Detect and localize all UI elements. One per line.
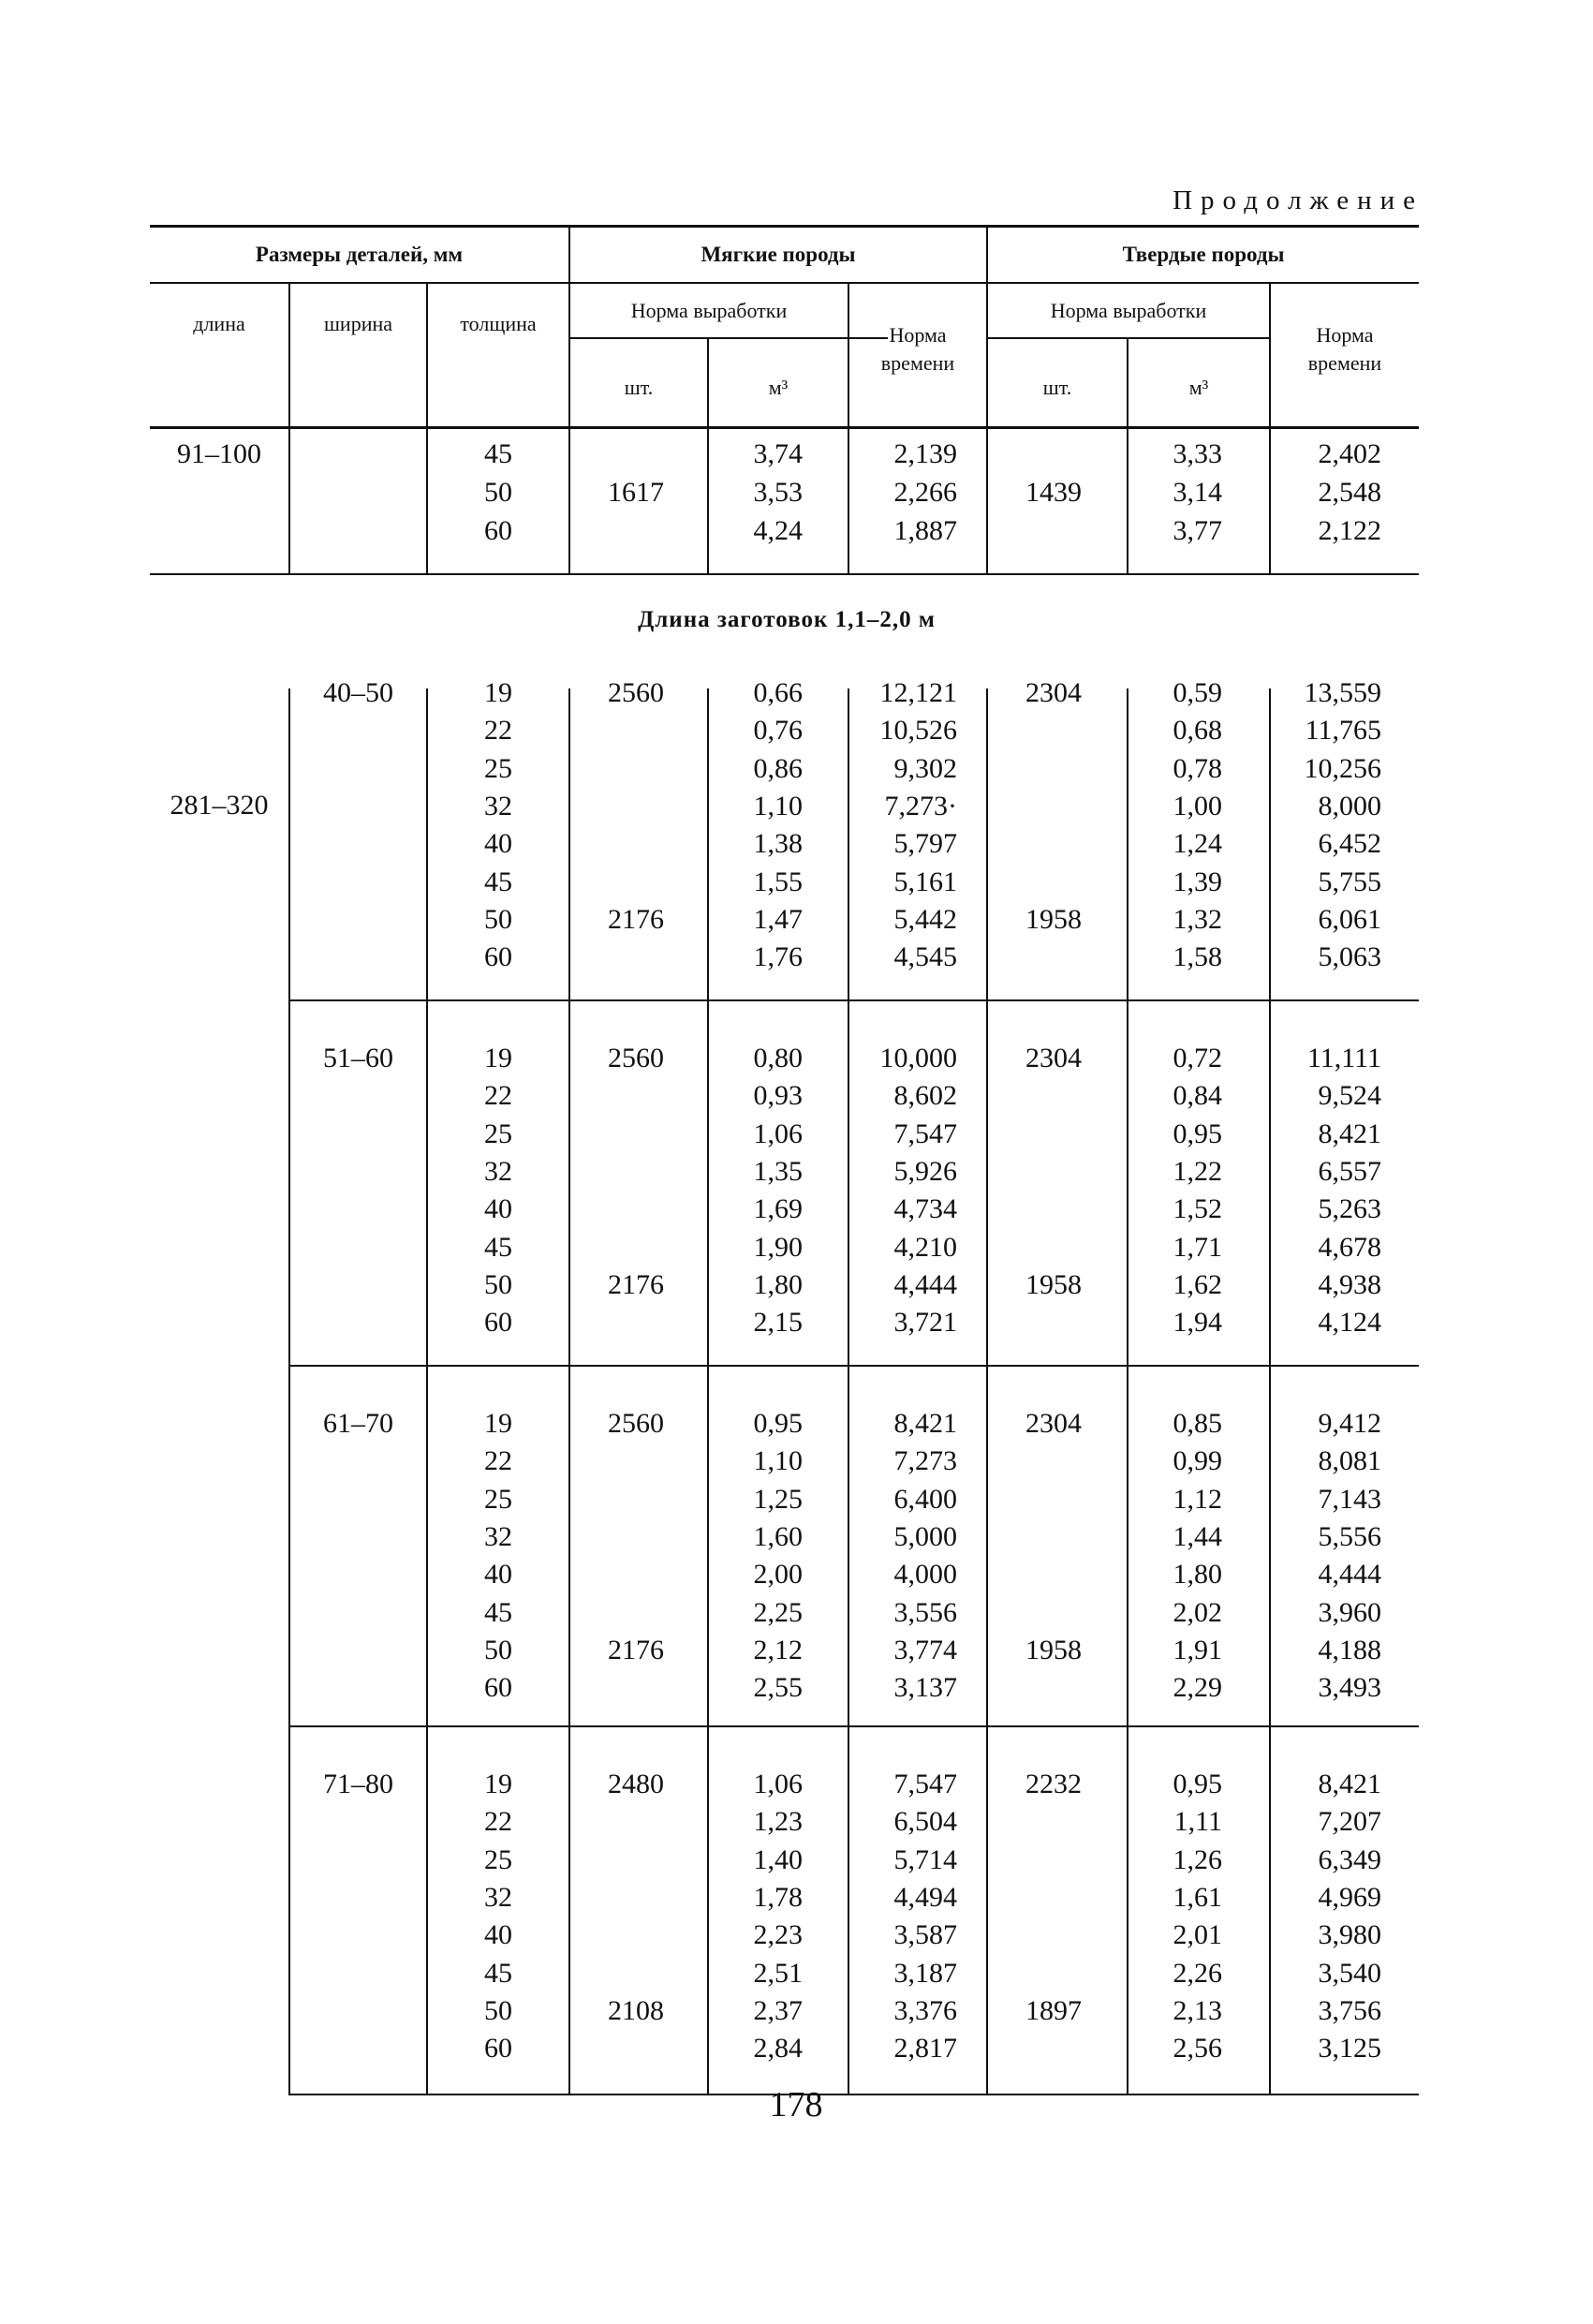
table-cell-ht: 3,493 [1318,1672,1381,1704]
table-cell-t: 50 [484,903,512,935]
table-cell-hm: 0,59 [1173,677,1222,708]
table-cell-hm: 3,77 [1173,515,1222,546]
header-soft-time-1: Норма [889,323,947,347]
table-cell-sm: 0,76 [753,715,803,747]
table-cell-hm: 2,26 [1173,1957,1222,1989]
table-cell-t: 25 [484,1118,512,1149]
table-cell-t: 60 [484,515,512,546]
table-cell-hm: 1,61 [1173,1881,1222,1913]
table-cell-st: 3,376 [893,1994,957,2026]
header-width: ширина [323,312,393,335]
table-cell-sm: 1,76 [753,941,803,973]
table-cell-hm: 1,91 [1173,1634,1222,1665]
table-cell-hm: 1,44 [1173,1520,1222,1552]
section-title: Длина заготовок 1,1–2,0 м [638,607,936,632]
table-cell-hm: 1,52 [1173,1193,1222,1225]
table-cell-sm: 0,93 [753,1080,803,1112]
table-cell-t: 25 [484,1483,512,1515]
table-cell-hm: 1,24 [1173,828,1222,860]
table-cell-hm: 1,26 [1173,1843,1222,1875]
table-cell-hm: 1,11 [1173,1806,1222,1838]
header-soft: Мягкие породы [701,243,856,266]
table-cell-sm: 1,80 [753,1268,803,1300]
table-cell-t: 19 [484,677,512,708]
table-cell-ht: 11,765 [1305,715,1381,747]
table-cell-sm: 2,12 [753,1634,803,1665]
table-cell-sp: 2176 [608,1634,664,1665]
table-cell-ht: 8,421 [1318,1769,1381,1799]
header-mid-rule [150,282,1419,284]
width-cell: 71–80 [323,1769,393,1799]
table-cell-st: 6,400 [893,1483,957,1515]
table-cell-hm: 0,99 [1173,1445,1222,1477]
table-cell-st: 7,547 [893,1118,957,1149]
table-cell-ht: 11,111 [1306,1043,1381,1073]
table-cell-hp: 1439 [1025,477,1082,508]
table-cell-sm: 3,74 [753,438,803,469]
table-cell-sm: 1,25 [753,1483,803,1515]
width-cell: 40–50 [323,677,393,708]
table-cell-sm: 2,55 [753,1672,803,1704]
table-cell-hm: 0,68 [1173,715,1222,747]
header-hard-sub-rule [988,337,1269,339]
table-cell-st: 8,421 [893,1408,957,1439]
table-cell-ht: 6,061 [1318,903,1381,935]
table-cell-hm: 0,72 [1173,1043,1222,1073]
table-cell-ht: 8,421 [1318,1118,1381,1149]
table-cell-sm: 1,90 [753,1231,803,1263]
table-cell-hm: 1,39 [1173,866,1222,897]
table-cell-st: 4,444 [893,1268,957,1300]
table-cell-t: 45 [484,1596,512,1628]
table-cell-sm: 1,06 [753,1769,803,1799]
table-cell-t: 19 [484,1769,512,1799]
table-cell-hm: 1,71 [1173,1231,1222,1263]
header-soft-m3: м³ [768,376,789,399]
table-cell-st: 4,494 [893,1881,957,1913]
header-sizes: Размеры деталей, мм [255,243,464,266]
table-cell-ht: 5,755 [1318,866,1381,897]
table-cell-hm: 0,84 [1173,1080,1222,1112]
table-cell-st: 8,602 [893,1080,957,1112]
table-cell-sm: 1,47 [753,903,803,935]
table-cell-t: 22 [484,715,512,747]
header-hard-output: Норма выработки [1050,299,1207,322]
table-cell-t: 19 [484,1043,512,1073]
header-soft-sub-rule [569,337,888,339]
table-cell-sm: 0,80 [753,1043,803,1073]
table-cell-sm: 2,23 [753,1919,803,1951]
table-cell-hp: 1958 [1025,1268,1082,1300]
header-soft-time-2: времени [880,351,955,375]
table-cell-t: 19 [484,1408,512,1439]
table-cell-t: 25 [484,752,512,784]
header-soft-pcs: шт. [624,376,654,399]
group-bottom-rule [288,999,1419,1001]
table-cell-sm: 1,23 [753,1806,803,1838]
table-cell-t: 32 [484,1881,512,1913]
table-cell-sp: 2560 [608,1408,664,1439]
table-cell-st: 2,139 [893,438,957,469]
continuation-label: Продолжение [1173,185,1423,215]
table-cell-st: 12,121 [879,677,957,708]
table-cell-ht: 7,207 [1318,1806,1381,1838]
table-cell-t: 60 [484,2033,512,2065]
table-cell-ht: 6,349 [1318,1843,1381,1875]
group-bottom-rule [288,1725,1419,1727]
table-cell-hp: 2232 [1025,1769,1082,1799]
table-cell-t: 45 [484,438,512,469]
table-cell-hp: 2304 [1025,677,1082,708]
header-length: длина [193,312,245,335]
table-cell-hm: 0,95 [1173,1769,1222,1799]
table-cell-ht: 4,938 [1318,1268,1381,1300]
table-cell-ht: 2,548 [1318,477,1381,508]
table-cell-st: 7,547 [893,1769,957,1799]
table-cell-t: 25 [484,1843,512,1875]
table-cell-ht: 4,124 [1318,1307,1381,1339]
width-cell: 51–60 [323,1043,393,1073]
table-cell-hm: 2,13 [1173,1994,1222,2026]
table-cell-sp: 2560 [608,1043,664,1073]
table-cell-ht: 6,452 [1318,828,1381,860]
table-cell-sm: 1,10 [753,1445,803,1477]
header-vline [426,282,428,428]
length-cell: 91–100 [177,438,261,469]
table-cell-t: 22 [484,1806,512,1838]
table-cell-sm: 0,95 [753,1408,803,1439]
header-top-rule [150,225,1419,228]
header-bottom-rule [150,426,1419,429]
table-cell-st: 7,273 [893,1445,957,1477]
header-hard-pcs: шт. [1042,376,1072,399]
table-cell-hm: 1,22 [1173,1155,1222,1187]
table-cell-sm: 0,66 [753,677,803,708]
table-cell-ht: 13,559 [1304,677,1381,708]
table-cell-t: 40 [484,1559,512,1591]
table-cell-sm: 2,00 [753,1559,803,1591]
table-cell-hm: 1,62 [1173,1268,1222,1300]
table-cell-t: 50 [484,1634,512,1665]
table-cell-st: 3,774 [893,1634,957,1665]
table-cell-st: 5,161 [893,866,957,897]
table-cell-sm: 4,24 [753,515,803,546]
header-hard-time-2: времени [1307,351,1382,375]
table-cell-sp: 1617 [608,477,664,508]
table-cell-st: 1,887 [893,515,957,546]
table-cell-st: 5,926 [893,1155,957,1187]
header-thickness: толщина [460,312,537,335]
table-cell-hm: 0,85 [1173,1408,1222,1439]
table-cell-ht: 4,969 [1318,1881,1381,1913]
group-bottom-rule [288,1365,1419,1367]
table-cell-hm: 2,02 [1173,1596,1222,1628]
table-cell-t: 60 [484,1672,512,1704]
table-cell-sm: 1,35 [753,1155,803,1187]
table-cell-ht: 2,122 [1318,515,1381,546]
table-cell-sp: 2480 [608,1769,664,1799]
table-cell-hm: 1,94 [1173,1307,1222,1339]
table-cell-st: 3,187 [893,1957,957,1989]
table-cell-ht: 10,256 [1304,752,1381,784]
table-cell-ht: 3,756 [1318,1994,1381,2026]
table-cell-t: 45 [484,1957,512,1989]
table-cell-sm: 2,25 [753,1596,803,1628]
table-cell-ht: 2,402 [1318,438,1381,469]
table-cell-st: 3,721 [893,1307,957,1339]
table-cell-ht: 3,540 [1318,1957,1381,1989]
table-cell-t: 32 [484,1155,512,1187]
table-cell-ht: 5,556 [1318,1520,1381,1552]
table-cell-st: 6,504 [893,1806,957,1838]
table-cell-t: 50 [484,477,512,508]
width-cell: 61–70 [323,1408,393,1439]
table-cell-st: 4,000 [893,1559,957,1591]
table-cell-ht: 3,125 [1318,2033,1381,2065]
table-cell-st: 5,797 [893,828,957,860]
table-cell-hp: 1958 [1025,903,1082,935]
header-hard: Твердые породы [1122,243,1285,266]
header-hard-m3: м³ [1188,376,1209,399]
table-cell-ht: 8,081 [1318,1445,1381,1477]
table-cell-sm: 3,53 [753,477,803,508]
table-cell-sm: 1,10 [753,790,803,822]
table-cell-ht: 5,063 [1318,941,1381,973]
table-cell-t: 50 [484,1268,512,1300]
table-cell-ht: 7,143 [1318,1483,1381,1515]
table-cell-sp: 2176 [608,1268,664,1300]
table-cell-sm: 2,51 [753,1957,803,1989]
table-cell-sm: 2,84 [753,2033,803,2065]
table-cell-hm: 0,78 [1173,752,1222,784]
table-cell-sm: 1,69 [753,1193,803,1225]
table-cell-hm: 2,56 [1173,2033,1222,2065]
table-cell-st: 2,817 [893,2033,957,2065]
table-cell-st: 10,000 [879,1043,957,1073]
table-cell-st: 9,302 [893,752,957,784]
table-cell-t: 40 [484,828,512,860]
table-cell-sm: 1,55 [753,866,803,897]
table-cell-ht: 8,000 [1318,790,1381,822]
table-cell-sm: 1,40 [753,1843,803,1875]
header-vline [288,282,290,428]
table-cell-sm: 2,37 [753,1994,803,2026]
table-cell-ht: 6,557 [1318,1155,1381,1187]
table-cell-st: 5,442 [893,903,957,935]
table-cell-sp: 2176 [608,903,664,935]
page-number: 178 [769,2085,823,2124]
table-cell-sm: 1,06 [753,1118,803,1149]
table-cell-st: 3,587 [893,1919,957,1951]
table-cell-ht: 9,412 [1318,1408,1381,1439]
table-cell-sm: 1,78 [753,1881,803,1913]
table-cell-hp: 2304 [1025,1408,1082,1439]
table-cell-ht: 5,263 [1318,1193,1381,1225]
table-cell-hm: 2,01 [1173,1919,1222,1951]
table-cell-st: 2,266 [893,477,957,508]
table-cell-hm: 1,80 [1173,1559,1222,1591]
header-soft-output: Норма выработки [630,299,788,322]
table-cell-ht: 3,960 [1318,1596,1381,1628]
column-rule [568,688,570,999]
table-cell-ht: 9,524 [1318,1080,1381,1112]
table-cell-sm: 0,86 [753,752,803,784]
table-cell-t: 45 [484,866,512,897]
table-cell-t: 32 [484,790,512,822]
table-cell-st: 5,000 [893,1520,957,1552]
table-cell-sp: 2560 [608,677,664,708]
table-cell-hm: 3,33 [1173,438,1222,469]
table-cell-ht: 4,444 [1318,1559,1381,1591]
table-cell-hp: 2304 [1025,1043,1082,1073]
table-cell-t: 60 [484,941,512,973]
table-cell-hm: 0,95 [1173,1118,1222,1149]
table-cell-hm: 1,12 [1173,1483,1222,1515]
table-cell-hm: 1,00 [1173,790,1222,822]
header-hard-time-1: Норма [1316,323,1374,347]
column-rule [288,688,290,999]
table-cell-st: 10,526 [879,715,957,747]
table-cell-st: 3,137 [893,1672,957,1704]
table-cell-st: 7,273· [884,790,957,822]
table-cell-ht: 4,188 [1318,1634,1381,1665]
table-cell-st: 3,556 [893,1596,957,1628]
table-cell-hm: 2,29 [1173,1672,1222,1704]
table-cell-t: 22 [484,1080,512,1112]
table-cell-t: 40 [484,1919,512,1951]
table-cell-t: 45 [484,1231,512,1263]
table-cell-sm: 1,60 [753,1520,803,1552]
table-cell-hm: 1,32 [1173,903,1222,935]
table-cell-t: 40 [484,1193,512,1225]
table-cell-st: 4,210 [893,1231,957,1263]
table-cell-st: 4,734 [893,1193,957,1225]
table-cell-sp: 2108 [608,1994,664,2026]
table-cell-hm: 1,58 [1173,941,1222,973]
table-cell-hp: 1958 [1025,1634,1082,1665]
table-cell-st: 5,714 [893,1843,957,1875]
table-cell-ht: 3,980 [1318,1919,1381,1951]
table-cell-sm: 1,38 [753,828,803,860]
column-rule [986,688,988,999]
table-cell-t: 60 [484,1307,512,1339]
table-cell-t: 22 [484,1445,512,1477]
table-cell-hp: 1897 [1025,1994,1082,2026]
table-cell-t: 32 [484,1520,512,1552]
block-bottom-rule [150,573,1419,575]
table-cell-st: 4,545 [893,941,957,973]
table-cell-sm: 2,15 [753,1307,803,1339]
length-cell: 281–320 [170,790,269,821]
table-cell-hm: 3,14 [1173,477,1222,508]
column-rule [288,429,290,573]
table-cell-ht: 4,678 [1318,1231,1381,1263]
table-cell-t: 50 [484,1994,512,2026]
